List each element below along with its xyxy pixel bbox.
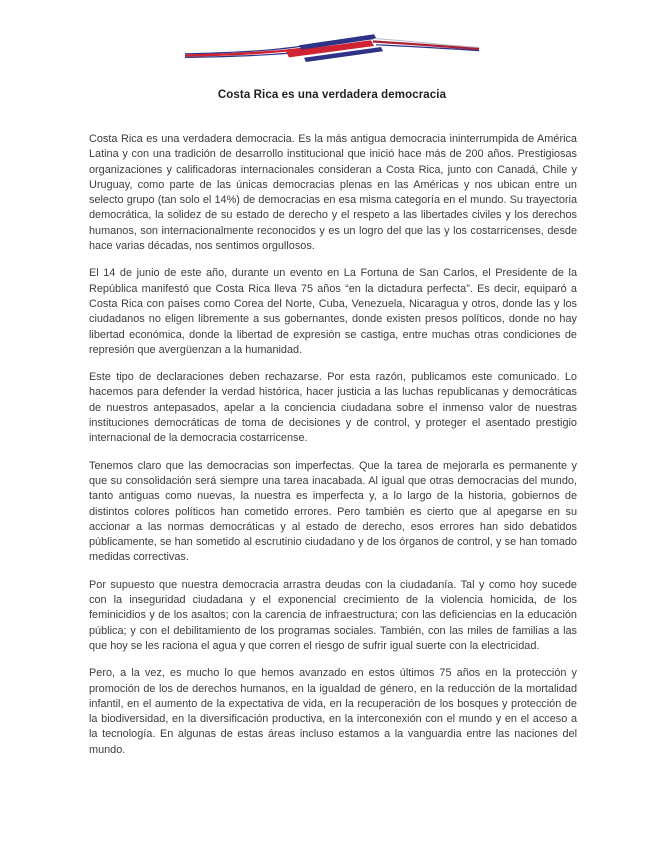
document-body (89, 132, 577, 770)
paragraph-3: Este tipo de declaraciones deben rechazarse. Por esta razón, publicamos este comunicado. Lo hacemos para defender la verdad histórica, hacer justicia a las luchas republicanas y democráticas de nuestros antepasados, apelar a la conciencia ciudadana sobre el inmenso valor de nuestras instituciones democráticas de toma de decisiones y de control, y proteger el asentado prestigio internacional de la democracia costarricense. (89, 371, 577, 445)
paragraph-5: Por supuesto que nuestra democracia arrastra deudas con la ciudadanía. Tal y como hoy sucede con la inseguridad ciudadana y el exponencial crecimiento de la violencia homicida, de los feminicidios y de los asaltos; con la carencia de infraestructura; con las deficiencias en la educación pública; y con el debilitamiento de los programas sociales. También, con las miles de familias a las que hoy se les raciona el agua y que corren el riesgo de sufrir igual suerte con la electricidad. (89, 578, 577, 652)
document-title: Costa Rica es una verdadera democracia (217, 89, 447, 101)
paragraph-4: Tenemos claro que las democracias son imperfectas. Que la tarea de mejorarla es permanente y que su consolidación será siempre una tarea inacabada. Al igual que otras democracias del mundo, tanto antiguas como nuevas, la nuestra es imperfecta y, a lo largo de la historia, gobiernos de distintos colores políticos han cometido errores. Pero también es cierto que al apegarse en su accionar a las normas democráticas y al estado de derecho, esos errores han sido debatidos públicamente, se han sometido al escrutinio ciudadano y de los órganos de control, y se han tomado medidas correctivas. (89, 459, 577, 564)
paragraph-2: El 14 de junio de este año, durante un evento en La Fortuna de San Carlos, el Presidente de la República manifestó que Costa Rica lleva 75 años “en la dictadura perfecta”. Es decir, equiparó a Costa Rica con países como Corea del Norte, Cuba, Venezuela, Nicaragua y otros, donde las y los ciudadanos no eligen libremente a sus gobernantes, donde existen presos políticos, donde no hay libertad económica, donde la libertad de expresión se castiga, entre muchas otras condiciones de represión que avergüenzan a la humanidad. (89, 267, 577, 356)
paragraph-1: Costa Rica es una verdadera democracia. Es la más antigua democracia ininterrumpida de América Latina y con una tradición de desarrollo institucional que inició hace más de 200 años. Prestigiosas organizaciones y calificadoras internacionales consideran a Costa Rica, junto con Canadá, Chile y Uruguay, como parte de las únicas democracias plenas en las Américas y nos ubican entre un selecto grupo (tan solo el 14%) de democracias en esa misma categoría en el mundo. Su trayectoria democrática, la solidez de su estado de derecho y el respeto a las libertades civiles y los derechos humanos, son internacionalmente reconocidos y es un logro del que las y los costarricenses, desde hace varias décadas, nos sentimos orgullosos. (89, 133, 577, 253)
flag-ribbon-icon (177, 30, 487, 76)
costa-rica-flag-ribbon-logo (177, 30, 487, 76)
paragraph-6: Pero, a la vez, es mucho lo que hemos avanzado en estos últimos 75 años en la protección y promoción de los de derechos humanos, en la igualdad de género, en la reducción de la mortalidad infantil, en el aumento de la expectativa de vida, en la recuperación de los bosques y protección de la biodiversidad, en la diversificación productiva, en la interconexión con el mundo y en el acceso a la tecnología. En algunas de estas áreas incluso estamos a la vanguardia entre las naciones del mundo. (89, 667, 577, 756)
